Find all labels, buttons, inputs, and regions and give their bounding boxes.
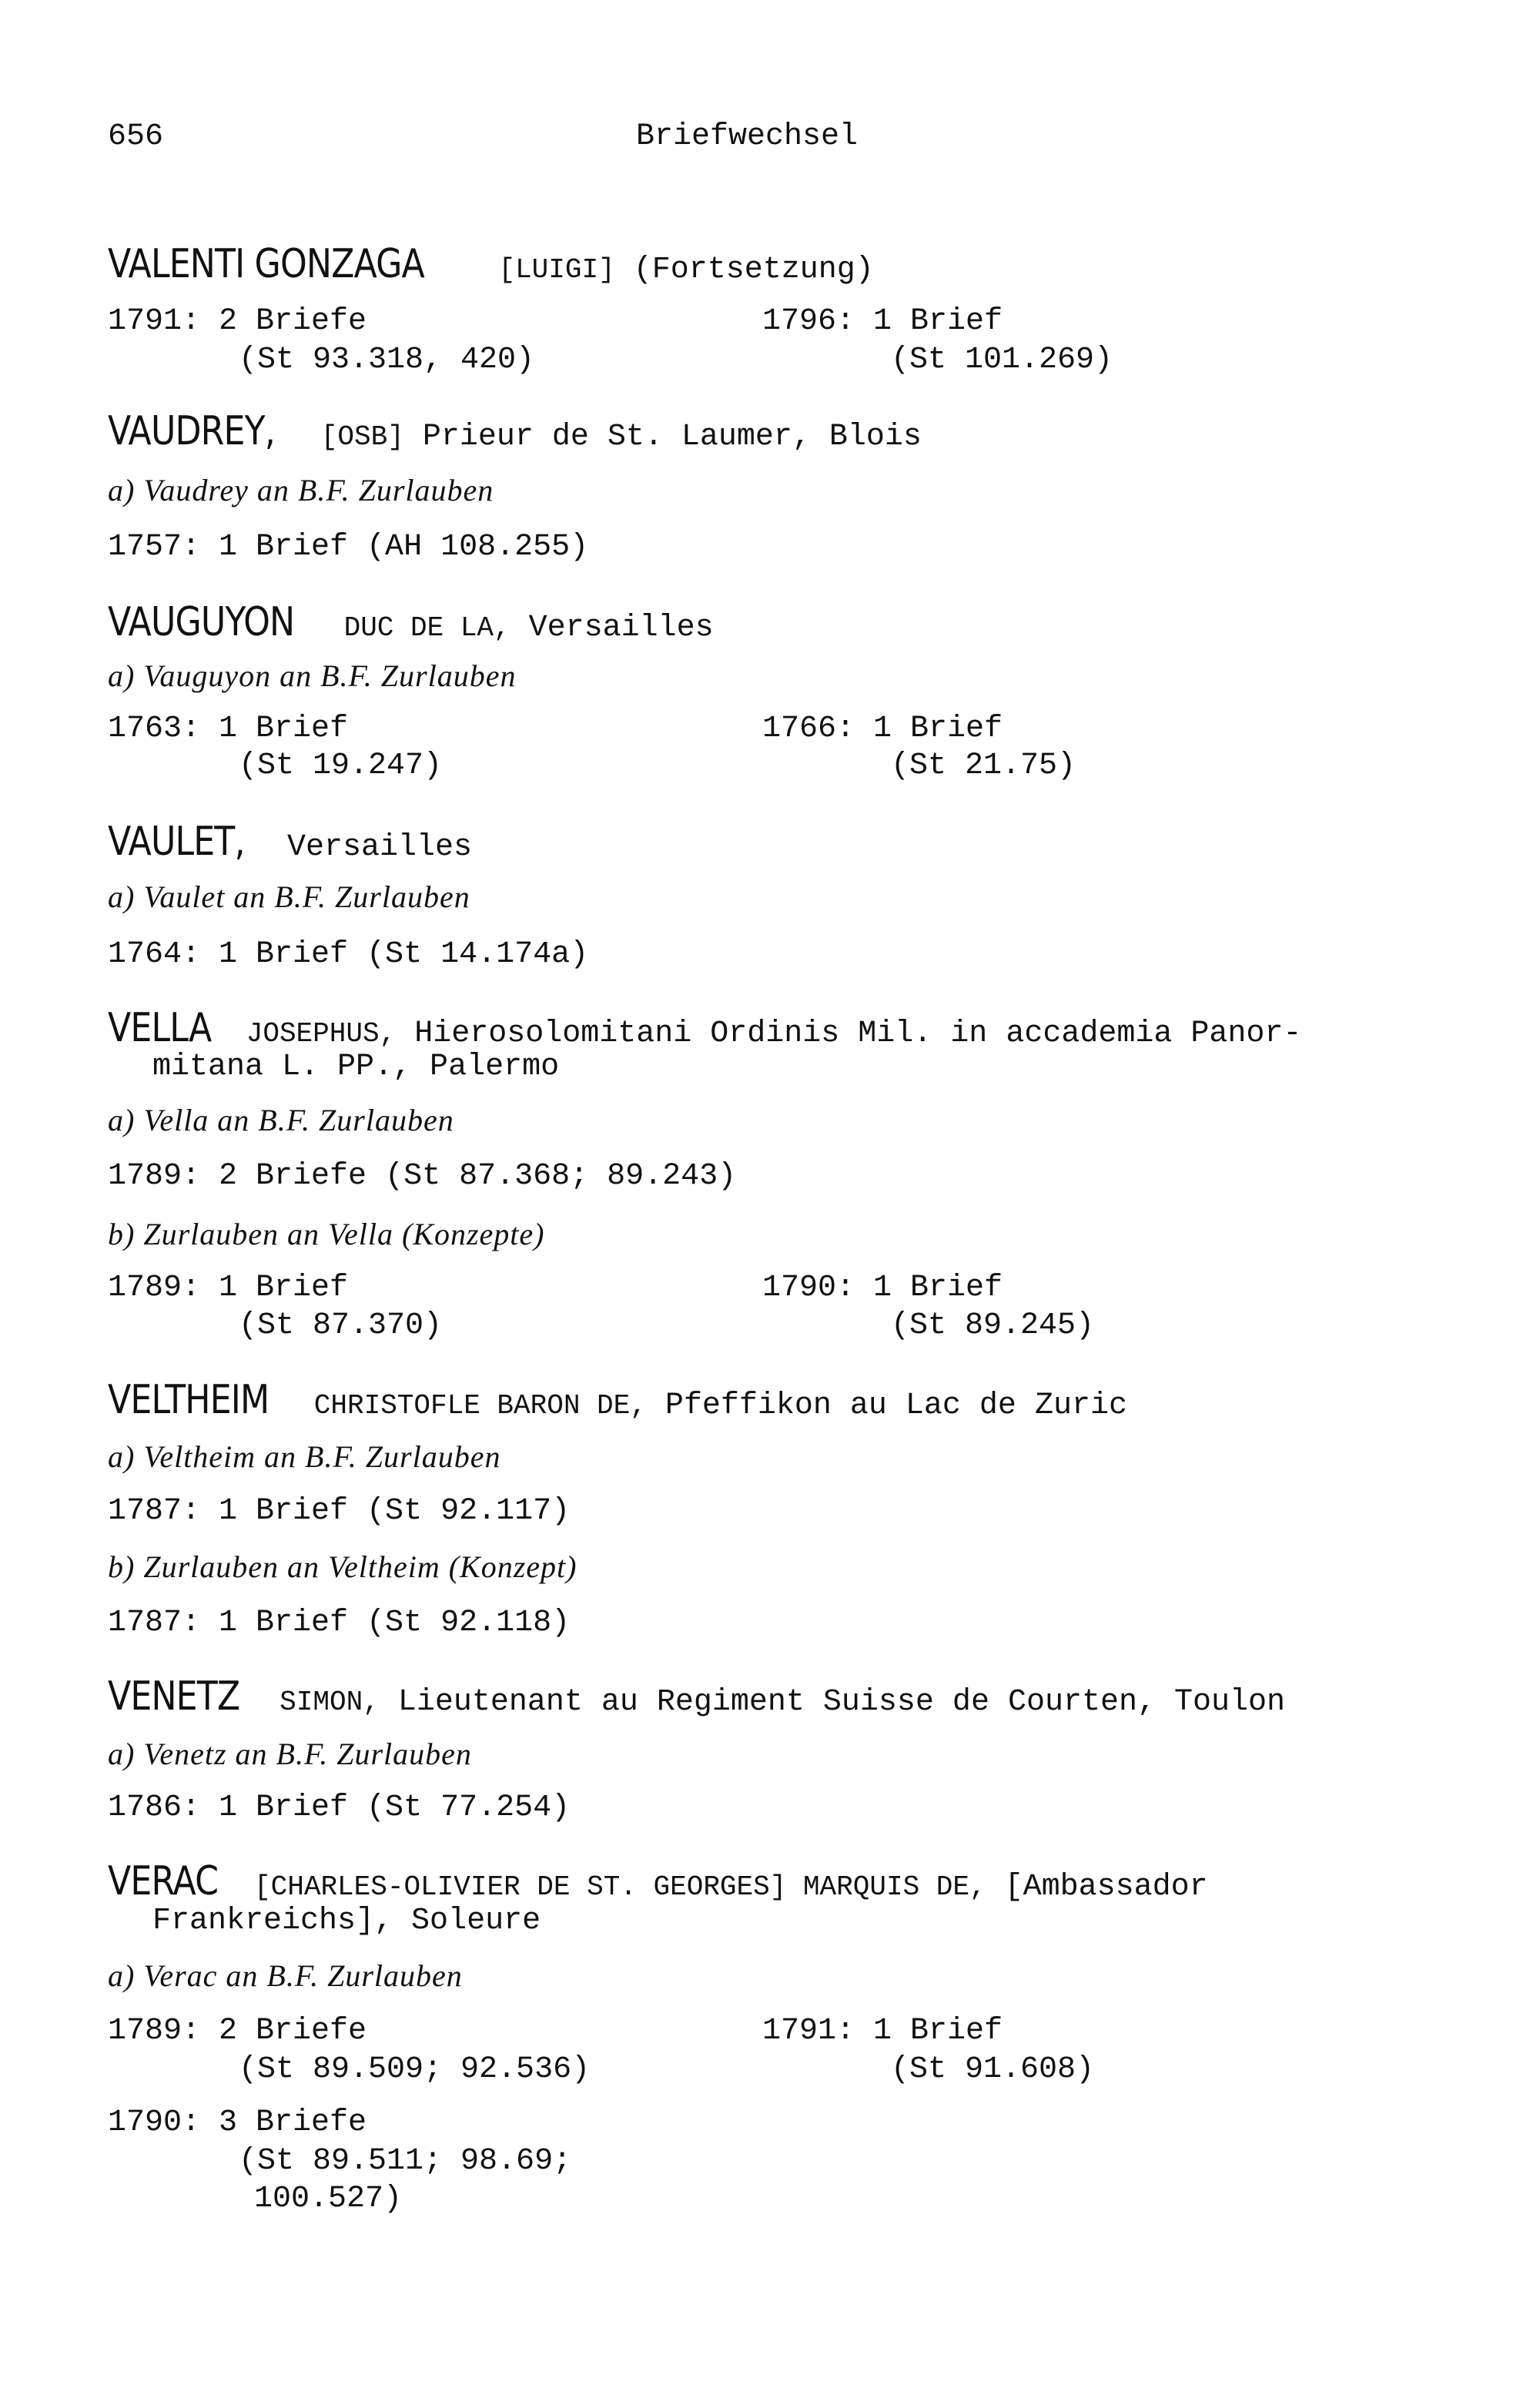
page-number: 656 (108, 119, 164, 154)
entry-veltheim-heading (108, 1377, 1127, 1425)
correspondence-line: 1789: 1 Brief (108, 1271, 349, 1305)
entry-name: VELTHEIM (108, 1377, 270, 1423)
section-label-a: a) Vella an B.F. Zurlauben (108, 1103, 454, 1137)
entry-description: Pfeffikon au Lac de Zuric (646, 1388, 1127, 1423)
section-label-a: a) Verac an B.F. Zurlauben (108, 1958, 463, 1993)
section-label-a: a) Vauguyon an B.F. Zurlauben (108, 658, 517, 693)
entry-subname: JOSEPHUS, (229, 1018, 397, 1050)
correspondence-line: 1766: 1 Brief (762, 712, 1003, 746)
entry-venetz-heading (108, 1673, 1286, 1722)
section-label-b: b) Zurlauben an Veltheim (Konzept) (108, 1549, 578, 1584)
entry-description: Prieur de St. Laumer, Blois (403, 420, 922, 454)
correspondence-line: 1786: 1 Brief (St 77.254) (108, 1790, 571, 1825)
entry-vaulet-heading (108, 819, 473, 867)
correspondence-ref: (St 19.247) (239, 749, 443, 783)
correspondence-ref: (St 21.75) (891, 749, 1076, 783)
entry-name: VENETZ (108, 1673, 240, 1720)
entry-subname: [LUIGI] (498, 254, 615, 286)
entry-description: Versailles (269, 830, 473, 865)
correspondence-line: 1757: 1 Brief (AH 108.255) (108, 530, 589, 564)
correspondence-ref: (St 87.370) (239, 1308, 443, 1343)
entry-name: VALENTI GONZAGA (108, 241, 424, 287)
correspondence-line: 1790: 3 Briefe (108, 2105, 367, 2140)
section-label-a: a) Veltheim an B.F. Zurlauben (108, 1439, 501, 1474)
correspondence-ref: (St 89.511; 98.69; (239, 2144, 572, 2179)
correspondence-line: 1791: 1 Brief (762, 2014, 1003, 2048)
section-label-a: a) Venetz an B.F. Zurlauben (108, 1737, 472, 1771)
correspondence-ref: (St 101.269) (891, 343, 1113, 377)
entry-vella-heading (108, 1005, 1302, 1053)
entry-vauguyon-heading (108, 599, 714, 648)
entry-name: VAUDREY, (108, 408, 275, 454)
running-title: Briefwechsel (636, 119, 859, 154)
correspondence-line: 1764: 1 Brief (St 14.174a) (108, 937, 589, 972)
correspondence-line: 1789: 2 Briefe (108, 2014, 367, 2048)
entry-name: VERAC (108, 1858, 219, 1904)
correspondence-line: 1787: 1 Brief (St 92.118) (108, 1606, 571, 1640)
section-label-b: b) Zurlauben an Vella (Konzepte) (108, 1217, 545, 1251)
entry-description-continued: Frankreichs], Soleure (152, 1904, 541, 1938)
correspondence-ref: (St 89.509; 92.536) (239, 2052, 591, 2087)
entry-name: VAUGUYON (108, 599, 295, 645)
correspondence-line: 1790: 1 Brief (762, 1271, 1003, 1305)
correspondence-ref: (St 91.608) (891, 2052, 1095, 2087)
entry-subname: [OSB] (304, 421, 404, 453)
entry-valenti-heading (108, 241, 874, 290)
correspondence-line: 1791: 2 Briefe (108, 304, 367, 339)
entry-vaudrey-heading (108, 408, 922, 457)
entry-description: [Ambassador (986, 1870, 1208, 1904)
entry-subname: DUC DE LA, (326, 612, 511, 644)
entry-verac-heading (108, 1858, 1208, 1907)
entry-name: VELLA (108, 1005, 212, 1051)
correspondence-line: 1763: 1 Brief (108, 712, 349, 746)
entry-subname: SIMON, (263, 1687, 380, 1718)
correspondence-ref: (St 89.245) (891, 1308, 1095, 1343)
entry-name: VAULET, (108, 819, 245, 865)
correspondence-ref: (St 93.318, 420) (239, 343, 535, 377)
entry-description: Lieutenant au Regiment Suisse de Courten, Toulon (379, 1685, 1286, 1720)
correspondence-line: 1796: 1 Brief (762, 304, 1003, 339)
entry-description: (Fortsetzung) (614, 253, 874, 287)
entry-description-continued: mitana L. PP., Palermo (152, 1050, 560, 1084)
section-label-a: a) Vaudrey an B.F. Zurlauben (108, 473, 494, 507)
entry-subname: [CHARLES-OLIVIER DE ST. GEORGES] MARQUIS DE, (237, 1871, 986, 1903)
entry-description: Versailles (510, 611, 714, 645)
entry-description: Hierosolomitani Ordinis Mil. in accademia Panor- (396, 1017, 1302, 1051)
section-label-a: a) Vaulet an B.F. Zurlauben (108, 879, 470, 914)
correspondence-line: 1789: 2 Briefe (St 87.368; 89.243) (108, 1159, 737, 1194)
entry-subname: CHRISTOFLE BARON DE, (297, 1390, 647, 1422)
correspondence-ref-continued: 100.527) (254, 2182, 403, 2216)
correspondence-line: 1787: 1 Brief (St 92.117) (108, 1494, 571, 1529)
